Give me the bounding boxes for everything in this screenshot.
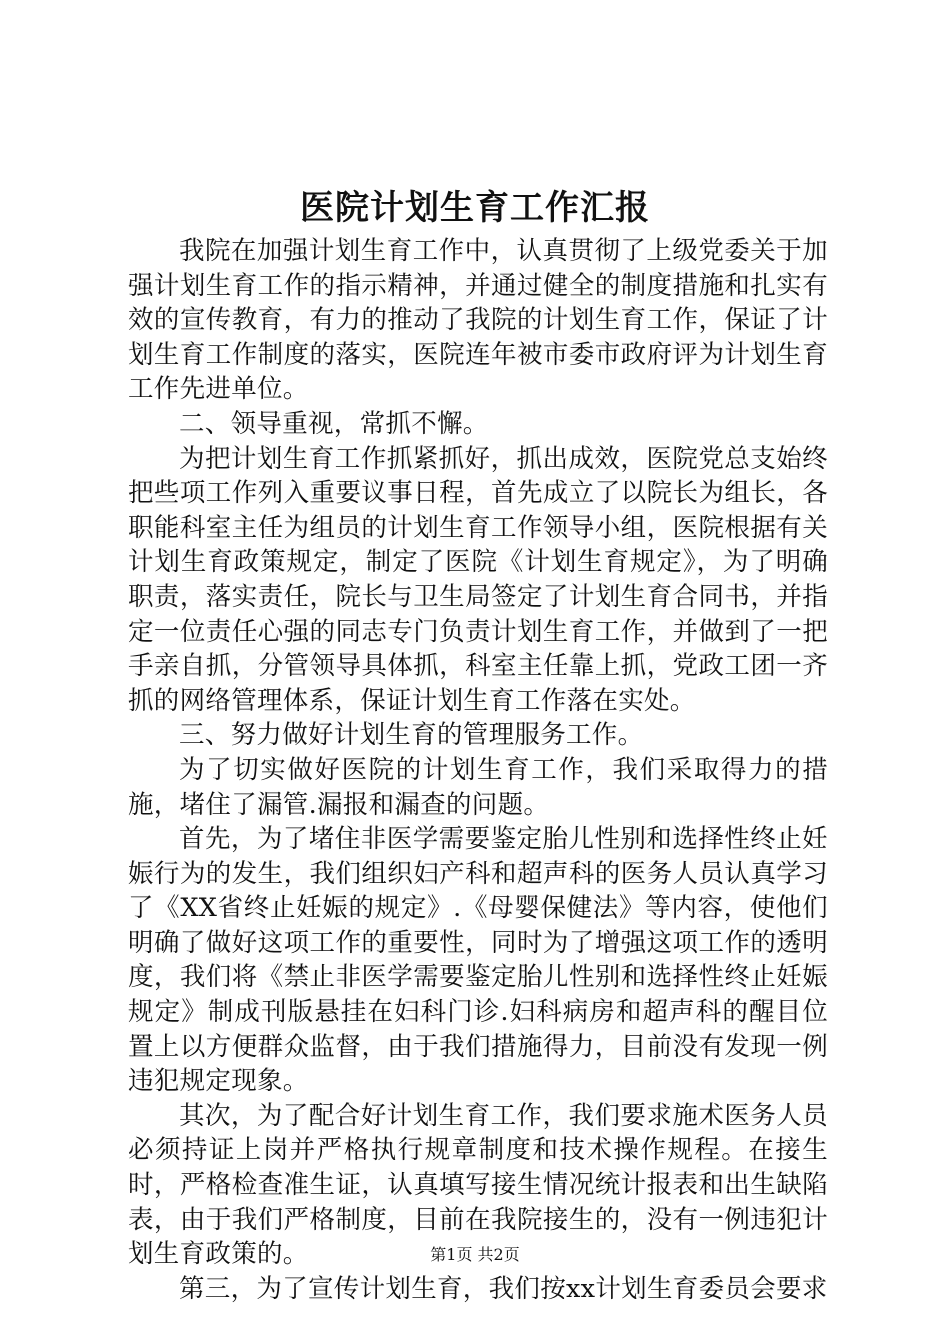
document-title: 医院计划生育工作汇报 <box>300 188 650 228</box>
paragraph-first: 首先，为了堵住非医学需要鉴定胎儿性别和选择性终止妊娠行为的发生，我们组织妇产科和超声科的医务人员认真学习了《XX省终止妊娠的规定》.《母婴保健法》等内容，使他们明确了做好这项工作的重要性，同时为了增强这项工作的透明度，我们将《禁止非医学需要鉴定胎儿性别和选择性终止妊娠规定》制成刊版悬挂在妇科门诊.妇科病房和超声科的醒目位置上以方便群众监督，由于我们措施得力，目前没有发现一例违犯规定现象。 <box>128 824 828 1097</box>
section-heading-2: 二、领导重视，常抓不懈。 <box>179 408 489 439</box>
page-number-footer: 第1页 共2页 <box>430 1245 520 1264</box>
paragraph-measures: 为了切实做好医院的计划生育工作，我们采取得力的措施，堵住了漏管.漏报和漏查的问题。 <box>128 754 828 820</box>
document-body <box>128 234 828 1306</box>
paragraph-intro: 我院在加强计划生育工作中，认真贯彻了上级党委关于加强计划生育工作的指示精神，并通过健全的制度措施和扎实有效的宣传教育，有力的推动了我院的计划生育工作，保证了计划生育工作制度的落实，医院连年被市委市政府评为计划生育工作先进单位。 <box>128 236 828 405</box>
paragraph-third: 第三，为了宣传计划生育，我们按xx计划生育委员会要求 <box>179 1273 828 1304</box>
paragraph-leadership: 为把计划生育工作抓紧抓好，抓出成效，医院党总支始终把些项工作列入重要议事日程，首先成立了以院长为组长，各职能科室主任为组员的计划生育工作领导小组，医院根据有关计划生育政策规定，制定了医院《计划生育规定》，为了明确职责，落实责任，院长与卫生局签定了计划生育合同书，并指定一位责任心强的同志专门负责计划生育工作，并做到了一把手亲自抓，分管领导具体抓，科室主任靠上抓，党政工团一齐抓的网络管理体系，保证计划生育工作落在实处。 <box>128 443 828 716</box>
section-heading-3: 三、努力做好计划生育的管理服务工作。 <box>179 720 644 751</box>
paragraph-second: 其次，为了配合好计划生育工作，我们要求施术医务人员必须持证上岗并严格执行规章制度和技术操作规程。在接生时，严格检查准生证，认真填写接生情况统计报表和出生缺陷表，由于我们严格制度，目前在我院接生的，没有一例违犯计划生育政策的。 <box>128 1100 828 1270</box>
